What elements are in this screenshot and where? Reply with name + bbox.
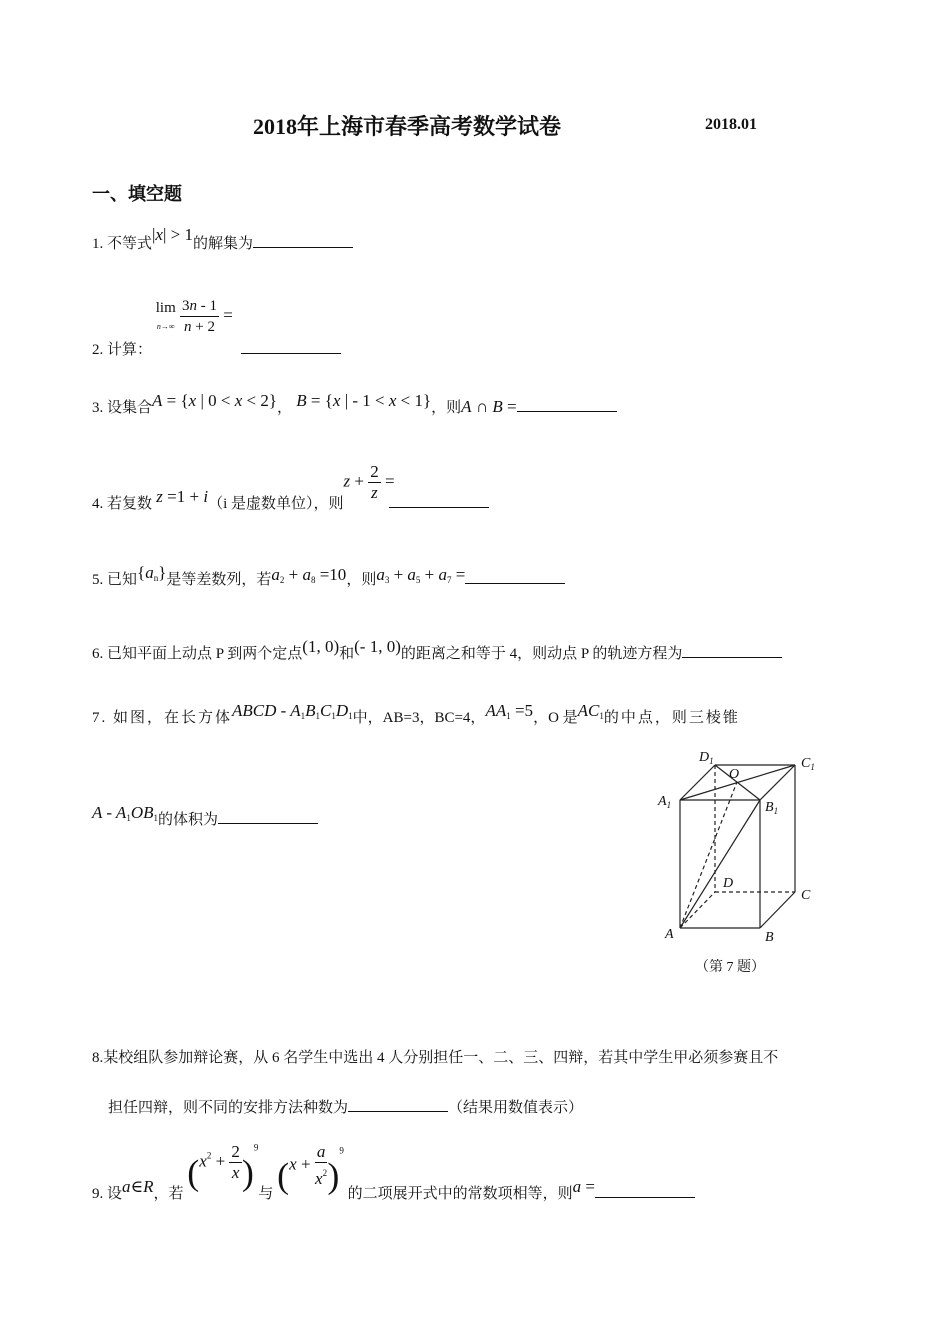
q4-complex: z =1 + i [156, 487, 209, 506]
q5-text-c: ，则 [346, 572, 377, 588]
q7-text-c: ，O 是 [533, 710, 578, 726]
q9-text-d: 的二项展开式中的常数项相等，则 [347, 1186, 573, 1202]
q9-a-equals: a = [572, 1177, 595, 1196]
q7-edge: $AA_1 =5$ [485, 701, 534, 721]
q7-text-d: 的中点，则三棱锥 [603, 710, 740, 726]
q9-domain: a∈R [122, 1177, 154, 1196]
q4-text-b: （i 是虚数单位），则 [208, 496, 344, 512]
q3-text-b: ，则 [431, 400, 462, 416]
question-8-line-2 [108, 1096, 583, 1117]
label-D: D [723, 876, 734, 891]
q5-text-b: 是等差数列，若 [166, 572, 272, 588]
q6-text-c: 的距离之和等于 4，则动点 P 的轨迹方程为 [400, 646, 683, 662]
label-D1: $D_1$ [699, 750, 714, 766]
q1-text-a: 不等式 [107, 236, 153, 252]
question-9 [92, 1142, 695, 1202]
question-4 [92, 462, 495, 512]
q1-answer-blank[interactable] [253, 233, 353, 248]
label-B: B [765, 930, 774, 945]
label-C1: $C_1$ [801, 756, 815, 772]
q2-text-a: 计算： [107, 342, 153, 359]
q1-text-b: 的解集为 [192, 236, 253, 252]
q3-text-a: 设集合 [107, 400, 153, 416]
q3-set-a: A = {x | 0 < x < 2} [152, 391, 277, 410]
q4-text-a: 若复数 [107, 496, 153, 512]
question-3 [92, 391, 617, 417]
q4-answer-blank[interactable] [389, 493, 489, 508]
q3-intersection: A ∩ B = [461, 397, 517, 416]
q6-text-b: 和 [339, 646, 355, 662]
q9-number: 9. [92, 1186, 104, 1202]
q7-text-e: 的体积为 [158, 812, 219, 828]
q6-answer-blank[interactable] [682, 643, 782, 658]
q9-expr-1: ($x^2$ + $\frac{2}{x}$ )$^9$ [187, 1142, 259, 1193]
question-8 [92, 1046, 778, 1067]
q9-answer-blank[interactable] [595, 1183, 695, 1198]
q9-expr-2: (x + $\frac{a}{x^2}$ )$^9$ [277, 1142, 344, 1196]
q3-set-b: B = {x | - 1 < x < 1} [296, 391, 432, 410]
q7-pyramid: A - $A_1OB_1$ [92, 803, 158, 823]
q5-sequence: $\{a_n\}$ [137, 563, 167, 583]
q5-text-a: 已知 [107, 572, 138, 588]
label-B1: $B_1$ [765, 800, 779, 816]
label-O: O [729, 767, 740, 782]
figure-7-caption: （第 7 题） [695, 960, 765, 975]
q3-answer-blank[interactable] [517, 397, 617, 412]
label-C: C [801, 888, 811, 903]
q3-number: 3. [92, 400, 104, 416]
q2-formula: lim n→∞ $\frac{3n - 1}{n + 2}$ = [155, 298, 233, 335]
q6-text-a: 已知平面上动点 P 到两个定点 [107, 646, 303, 662]
q5-number: 5. [92, 572, 104, 588]
q8-line-2: 担任四辩，则不同的安排方法种数为 [108, 1100, 349, 1116]
label-A1: $A_1$ [658, 794, 672, 810]
q7-text-b: 中，AB=3，BC=4， [352, 710, 486, 726]
q6-point-2: (- 1, 0) [354, 637, 401, 656]
q4-formula: z + $\frac{2}{z}$ = [343, 462, 395, 502]
q8-number: 8. [92, 1050, 104, 1066]
q5-condition: $a_2 + a_8 =10$ [271, 565, 347, 585]
q8-line-1: 某校组队参加辩论赛，从 6 名学生中选出 4 人分别担任一、二、三、四辩，若其中学生甲必须参赛且不 [103, 1050, 779, 1066]
q1-formula: |x| > 1 [152, 225, 193, 244]
q9-text-b: ，若 [153, 1186, 184, 1202]
page-title: 2018年上海市春季高考数学试卷 [253, 114, 562, 139]
q7-text-a: 如图，在长方体 [113, 710, 233, 726]
q6-number: 6. [92, 646, 104, 662]
question-5 [92, 563, 565, 589]
q3-sep: ， [277, 400, 293, 416]
q8-answer-blank[interactable] [348, 1097, 448, 1112]
label-A: A [665, 927, 674, 942]
q7-diagonal: $AC_1$ [577, 701, 604, 721]
q4-number: 4. [92, 496, 104, 512]
question-6 [92, 637, 782, 663]
q7-number: 7. [92, 710, 108, 726]
q9-text-a: 设 [107, 1186, 123, 1202]
exam-date: 2018.01 [705, 116, 757, 133]
q2-number: 2. [92, 342, 104, 359]
q5-answer-blank[interactable] [465, 569, 565, 584]
figure-7-cuboid [655, 745, 830, 980]
question-2 [92, 296, 337, 359]
question-1 [92, 225, 353, 253]
q1-number: 1. [92, 236, 104, 252]
question-7 [92, 701, 740, 727]
q8-line-2-tail: （结果用数值表示） [448, 1100, 584, 1116]
q6-point-1: (1, 0) [302, 637, 340, 656]
q7-box: ABCD - $A_1B_1C_1D_1$ [232, 701, 353, 721]
q5-target: $a_3 + a_5 + a_7$ = [376, 565, 466, 585]
q2-answer-blank[interactable] [241, 339, 341, 354]
section-heading: 一、填空题 [92, 184, 182, 204]
q7-answer-blank[interactable] [218, 809, 318, 824]
q9-text-c: 与 [258, 1186, 274, 1202]
question-7-continued [92, 803, 318, 829]
